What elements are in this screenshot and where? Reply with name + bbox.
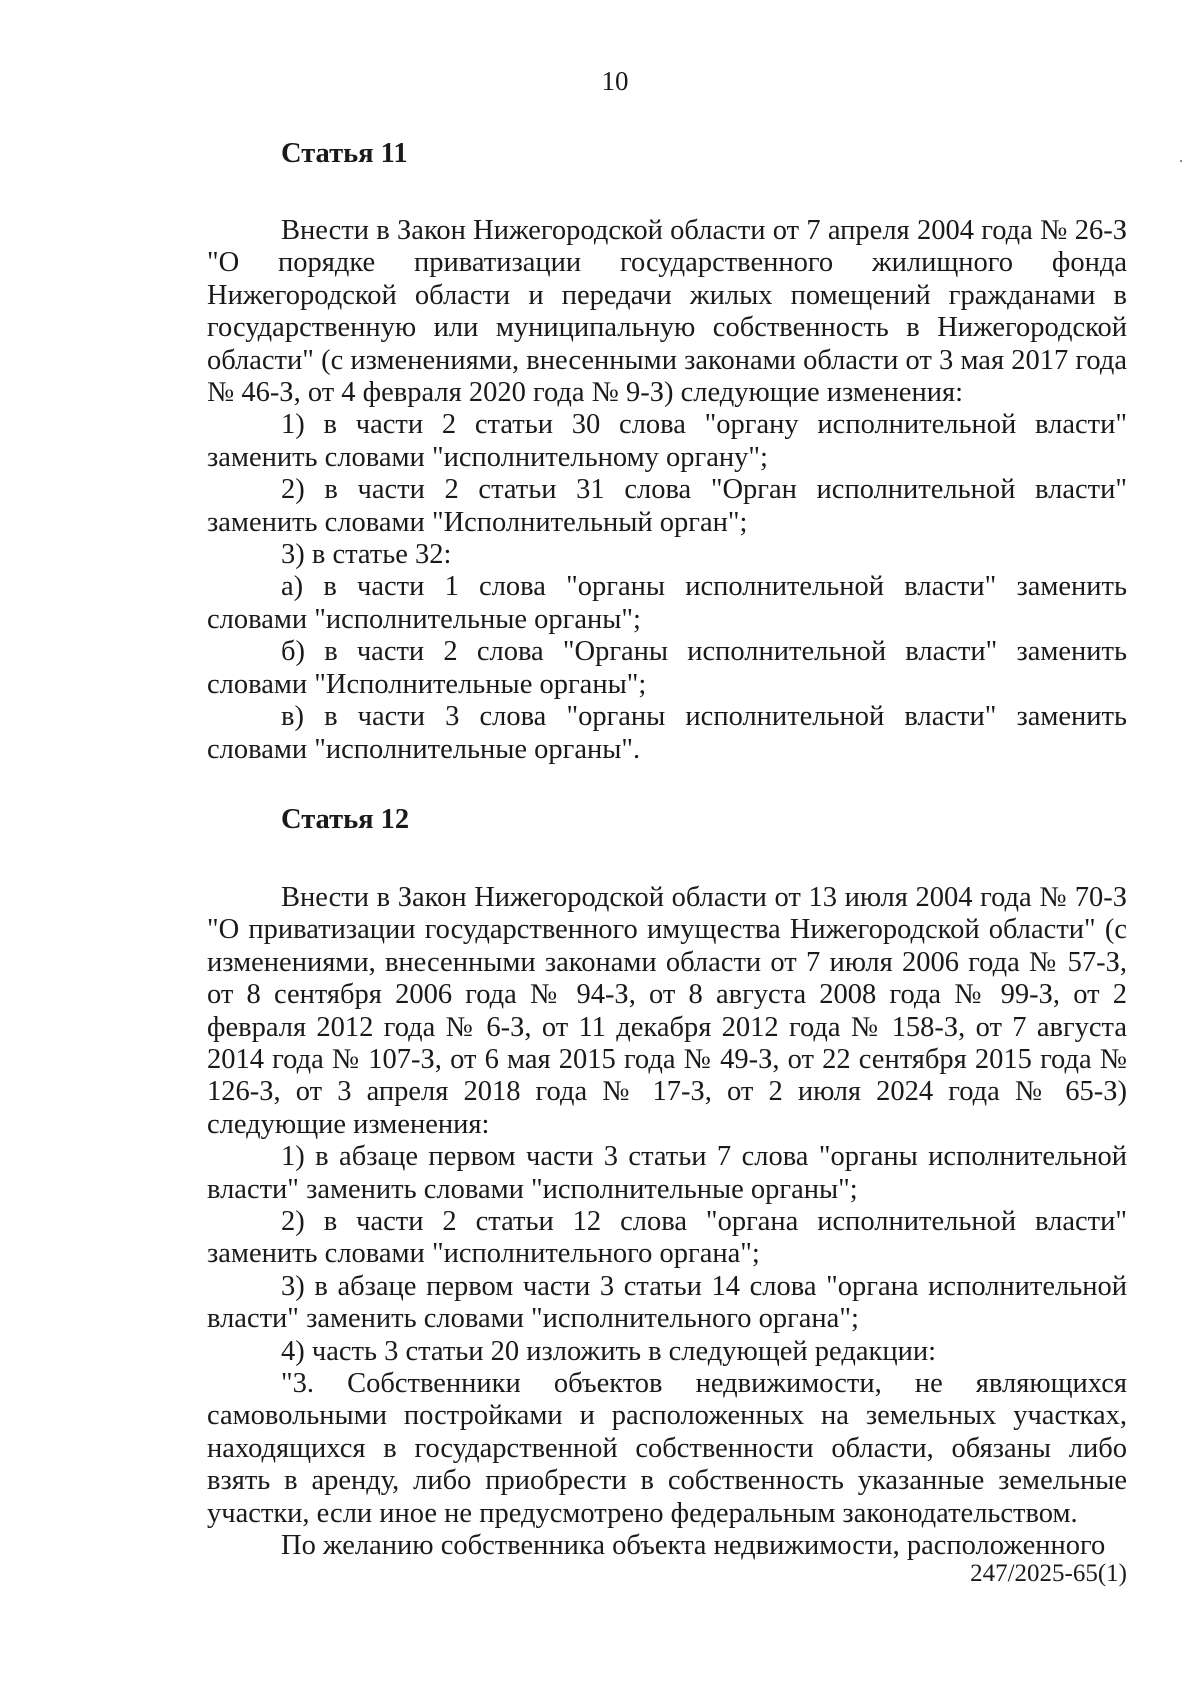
article-11-item-3b: б) в части 2 слова "Органы исполнительной власти" заменить словами "Исполнительные органы";	[207, 636, 1127, 700]
article-12-title: Статья 12	[281, 803, 410, 835]
article-12-intro: Внести в Закон Нижегородской области от 13 июля 2004 года № 70-З "О приватизации государственного имущества Нижегородской области" (с изменениями, внесенными законами области от 7 июля 2006 года № 57-З, от 8 сентября 2006 года № 94-З, от 8 августа 2008 года № 99-З, от 2 февраля 2012 года № 6-З, от 11 декабря 2012 года № 158-З, от 7 августа 2014 года № 107-З, от 6 мая 2015 года № 49-З, от 22 сентября 2015 года № 126-З, от 3 апреля 2018 года № 17-З, от 2 июля 2024 года № 65-З) следующие изменения:	[207, 881, 1127, 1140]
article-11-item-3v: в) в части 3 слова "органы исполнительной власти" заменить словами "исполнительные органы".	[207, 701, 1127, 765]
article-12-quoted-continuation: По желанию собственника объекта недвижимости, расположенного	[281, 1530, 1106, 1562]
article-11-item-3: 3) в статье 32:	[281, 539, 452, 571]
article-11-item-2: 2) в части 2 статьи 31 слова "Орган исполнительной власти" заменить словами "Исполнительный орган";	[207, 474, 1127, 538]
article-12-item-2: 2) в части 2 статьи 12 слова "органа исполнительной власти" заменить словами "исполнительного органа";	[207, 1205, 1127, 1270]
document-code: 247/2025-65(1)	[970, 1560, 1127, 1587]
article-12-item-4: 4) часть 3 статьи 20 изложить в следующей редакции:	[281, 1335, 936, 1367]
scan-speck	[1180, 160, 1182, 162]
article-12-quoted-part-3: "3. Собственники объектов недвижимости, не являющихся самовольными постройками и расположенных на земельных участках, находящихся в государственной собственности области, обязаны либо взять в аренду, либо приобрести в собственность указанные земельные участки, если иное не предусмотрено федеральным законодательством.	[207, 1368, 1127, 1529]
article-11-item-3a: а) в части 1 слова "органы исполнительной власти" заменить словами "исполнительные органы";	[207, 571, 1127, 635]
article-11-item-1: 1) в части 2 статьи 30 слова "органу исполнительной власти" заменить словами "исполнительному органу";	[207, 409, 1127, 473]
article-12-item-3: 3) в абзаце первом части 3 статьи 14 слова "органа исполнительной власти" заменить словами "исполнительного органа";	[207, 1270, 1127, 1335]
article-11-intro: Внести в Закон Нижегородской области от 7 апреля 2004 года № 26-З "О порядке приватизации государственного жилищного фонда Нижегородской области и передачи жилых помещений гражданами в государственную или муниципальную собственность в Нижегородской области" (с изменениями, внесенными законами области от 3 мая 2017 года № 46-З, от 4 февраля 2020 года № 9-З) следующие изменения:	[207, 215, 1127, 409]
article-11-title: Статья 11	[281, 138, 408, 169]
article-12-item-1: 1) в абзаце первом части 3 статьи 7 слова "органы исполнительной власти" заменить словами "исполнительные органы";	[207, 1141, 1127, 1205]
document-body	[207, 138, 1127, 1562]
page-number: 10	[601, 66, 629, 96]
